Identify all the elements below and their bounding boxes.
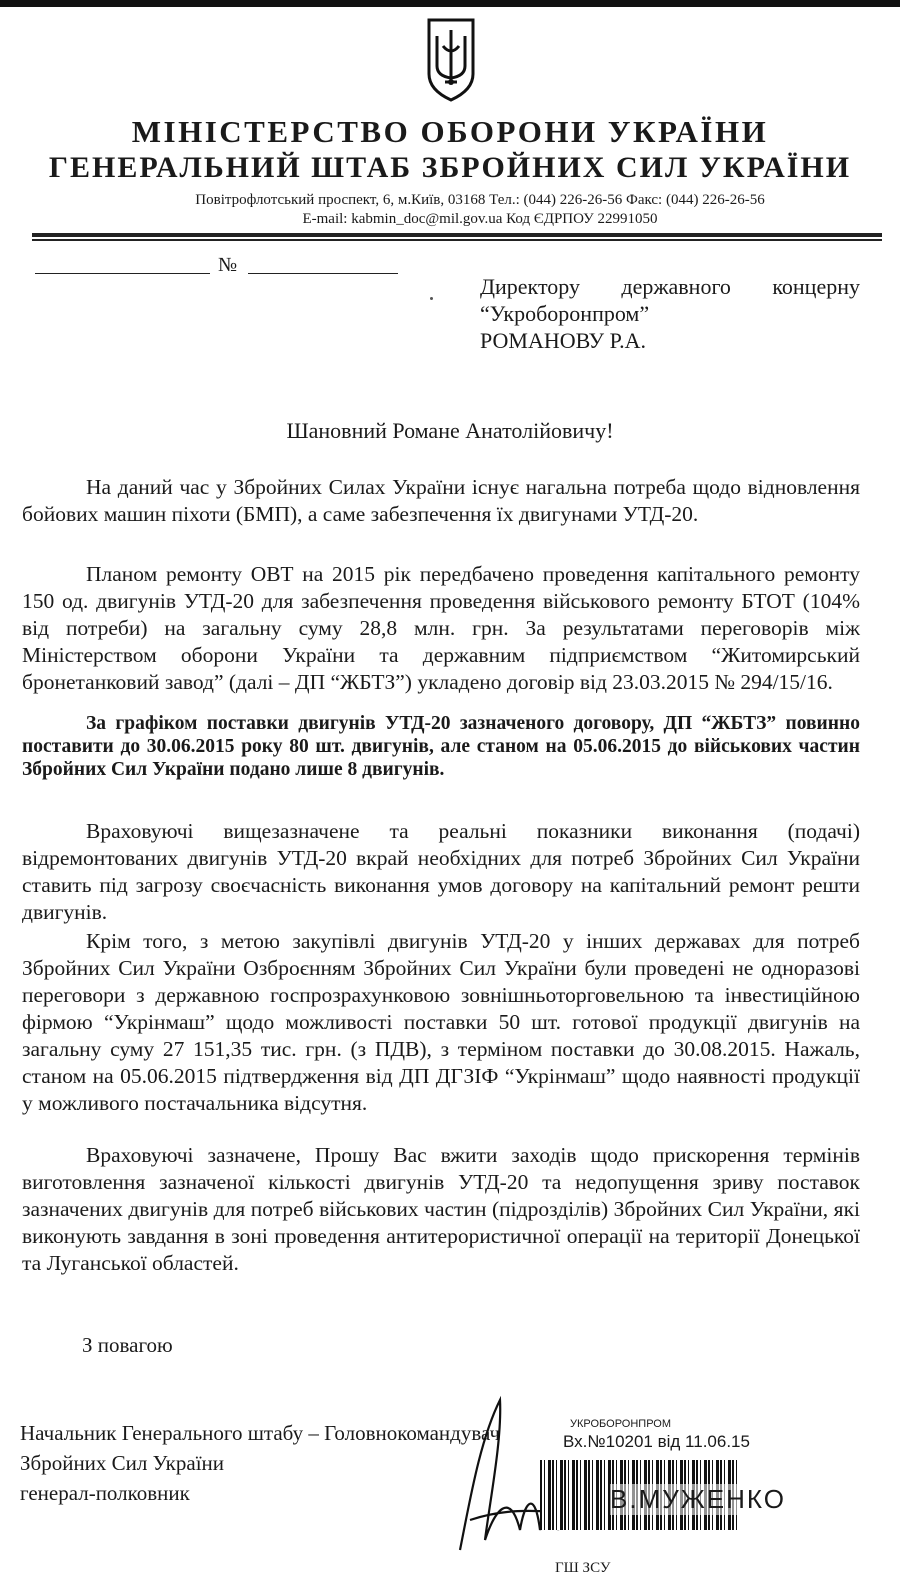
signatory-surname: В.МУЖЕНКО xyxy=(610,1484,786,1514)
reg-number-sign: № xyxy=(218,254,238,276)
body-paragraph: Планом ремонту ОВТ на 2015 рік передбачено проведення капітального ремонту 150 од. двигунів УТД-20 для забезпечення проведення військового ремонту БТОТ (104% від потреби) на загальну суму 28,8 млн. грн. За результатами переговорів між Міністерством оборони України та державним підприємством “Житомирський бронетанковий завод” (далі – ДП “ЖБТЗ”) укладено договір від 23.03.2015 № 294/15/16. xyxy=(22,562,860,694)
ministry-title: МІНІСТЕРСТВО ОБОРОНИ УКРАЇНИ xyxy=(131,114,769,149)
footer-fragment: ГШ ЗСУ xyxy=(555,1560,611,1576)
signatory-position: Начальник Генерального штабу – Головнокомандувач xyxy=(20,1421,501,1445)
body-paragraph-bold: За графіком поставки двигунів УТД-20 зазначеного договору, ДП “ЖБТЗ” повинно поставити до 30.06.2015 року 80 шт. двигунів, але станом на 05.06.2015 до військових частин Збройних Сил України подано лише 8 двигунів. xyxy=(22,713,860,780)
signatory-rank: генерал-полковник xyxy=(20,1481,190,1505)
incoming-registration-stamp: Вх.№10201 від 11.06.15 xyxy=(563,1432,750,1451)
header-rule-thick xyxy=(32,233,882,237)
addressee-organization: “Укроборонпром” xyxy=(480,301,650,326)
addressee-position: Директору державного концерну xyxy=(480,274,860,299)
scan-top-edge xyxy=(0,0,900,7)
body-paragraph: Враховуючі вищезазначене та реальні показники виконання (подачі) відремонтованих двигунів УТД-20 вкрай необхідних для потреб Збройних Сил України ставить під загрозу своєчасність виконання умов договору на капітальний ремонт решти двигунів. xyxy=(22,819,860,924)
stamp-organization: УКРОБОРОНПРОМ xyxy=(570,1418,672,1430)
greeting: Шановний Романе Анатолійовичу! xyxy=(286,418,614,443)
date-blank-line xyxy=(35,273,210,274)
header-rule-thin xyxy=(32,239,882,241)
email-line: E-mail: kabmin_doc@mil.gov.ua Код ЄДРПОУ 22991050 xyxy=(302,211,658,227)
closing-phrase: З повагою xyxy=(82,1333,173,1357)
body-paragraph: Крім того, з метою закупівлі двигунів УТД-20 у інших державах для потреб Збройних Сил України Озброєнням Збройних Сил України були проведені не одноразові переговори з державною госпрозрахунковою зовнішньоторговельною та інвестиційною фірмою “Укрінмаш” щодо можливості поставки 50 шт. готової продукції двигунів на загальну суму 27 151,35 тис. грн. (з ПДВ), з терміном поставки до 30.08.2015. Нажаль, станом на 05.06.2015 підтвердження від ДП ДГЗІФ “Укрінмаш” щодо наявності продукції у можливого постачальника відсутня. xyxy=(22,929,860,1115)
general-staff-title: ГЕНЕРАЛЬНИЙ ШТАБ ЗБРОЙНИХ СИЛ УКРАЇНИ xyxy=(48,151,852,184)
addressee-block xyxy=(480,273,860,354)
address-line: Повітрофлотський проспект, 6, м.Київ, 03168 Тел.: (044) 226-26-56 Факс: (044) 226-26-56 xyxy=(195,192,765,208)
signatory-block xyxy=(20,1418,500,1508)
trident-emblem-icon xyxy=(425,16,477,102)
number-blank-line xyxy=(248,273,398,274)
body-paragraph: Враховуючі зазначене, Прошу Вас вжити заходів щодо прискорення термінів виготовлення зазначеної кількості двигунів УТД-20 та недопущення зриву поставок зазначених двигунів для потреб військових частин (підрозділів) Збройних Сил України, які виконують завдання в зоні проведення антитерористичної операції на території Донецької та Луганської областей. xyxy=(22,1143,860,1275)
signatory-organization: Збройних Сил України xyxy=(20,1451,225,1475)
body-paragraph: На даний час у Збройних Силах України існує нагальна потреба щодо відновлення бойових машин піхоти (БМП), а саме забезпечення їх двигунами УТД-20. xyxy=(22,475,860,526)
scan-speck xyxy=(430,297,433,300)
addressee-name: РОМАНОВУ Р.А. xyxy=(480,328,646,353)
